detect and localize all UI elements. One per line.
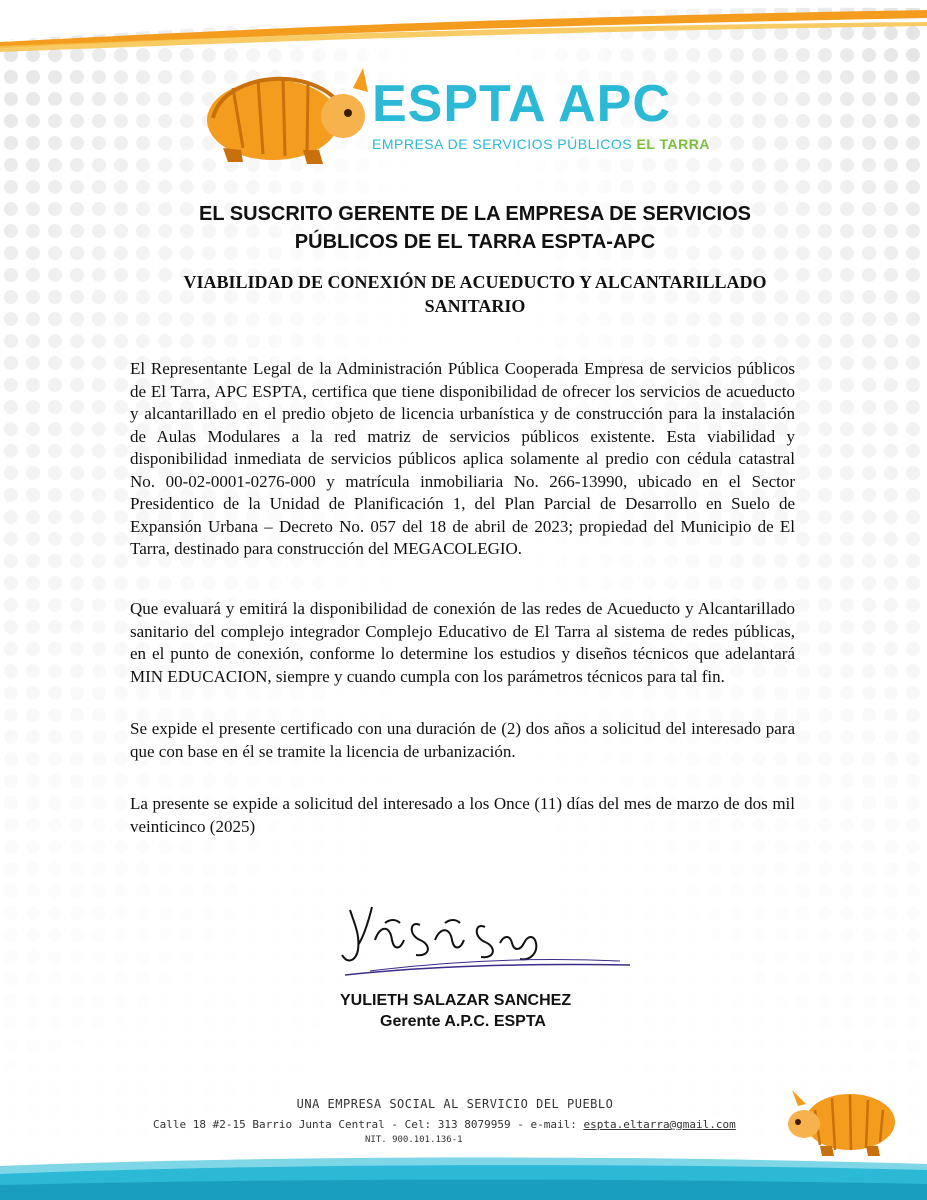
- signer-title: Gerente A.P.C. ESPTA: [380, 1013, 546, 1030]
- document-title: [100, 200, 850, 256]
- body-paragraph-4: La presente se expide a solicitud del interesado a los Once (11) días del mes de marzo de dos mil veinticinco (2025): [130, 794, 795, 836]
- logo-wordmark: ESPTA APC: [372, 75, 671, 133]
- footer-address-text: Calle 18 #2-15 Barrio Junta Central - Cel: 313 8079959 - e-mail:: [153, 1118, 584, 1131]
- top-decorative-wave: [0, 0, 927, 60]
- bottom-decorative-wave: [0, 1130, 927, 1200]
- document-subtitle: [150, 270, 800, 318]
- logo-subtitle-main: EMPRESA DE SERVICIOS PÚBLICOS: [372, 136, 633, 152]
- subtitle-line-2: SANITARIO: [424, 296, 526, 316]
- subtitle-line-1: VIABILIDAD DE CONEXIÓN DE ACUEDUCTO Y ALCANTARILLADO: [183, 272, 767, 292]
- body-paragraph-1: El Representante Legal de la Administración Pública Cooperada Empresa de servicios públicos de El Tarra, APC ESPTA, certifica que tiene disponibilidad de ofrecer los servicios de acueducto y alcantarillado en el predio objeto de licencia urbanística y de construcción para la instalación de Aulas Modulares a la red matriz de servicios públicos existente. Esta viabilidad y disponibilidad inmediata de servicios públicos aplica solamente al predio con cédula catastral No. 00-02-0001-0276-000 y matrícula inmobiliaria No. 266-13990, ubicado en el Sector Presidentico de la Unidad de Planificación 1, del Plan Parcial de Desarrollo en Suelo de Expansión Urbana – Decreto No. 057 del 18 de abril de 2023; propiedad del Municipio de El Tarra, destinado para construcción del MEGACOLEGIO.: [130, 359, 795, 558]
- body-paragraph-2: Que evaluará y emitirá la disponibilidad de conexión de las redes de Acueducto y Alcantarillado sanitario del complejo integrador Complejo Educativo de El Tarra al sistema de redes públicas, en el punto de conexión, conforme lo determine los estudios y diseños técnicos que adelantará MIN EDUCACION, siempre y cuando cumpla con los parámetros técnicos para tal fin.: [130, 599, 795, 686]
- body-paragraph-3: Se expide el presente certificado con una duración de (2) dos años a solicitud del interesado para que con base en él se tramite la licencia de urbanización.: [130, 719, 795, 761]
- footer-email-link[interactable]: espta.eltarra@gmail.com: [583, 1118, 736, 1131]
- footer-nit: NIT. 900.101.136-1: [365, 1135, 463, 1145]
- handwritten-signature: [330, 895, 630, 985]
- signer-name: YULIETH SALAZAR SANCHEZ: [340, 992, 572, 1009]
- title-line-1: EL SUSCRITO GERENTE DE LA EMPRESA DE SERVICIOS: [199, 203, 751, 225]
- armadillo-logo-icon: [207, 68, 368, 164]
- title-line-2: PÚBLICOS DE EL TARRA ESPTA-APC: [294, 231, 656, 253]
- logo-subtitle: [372, 136, 710, 152]
- footer-motto: UNA EMPRESA SOCIAL AL SERVICIO DEL PUEBLO: [296, 1097, 614, 1111]
- logo-subtitle-highlight: EL TARRA: [636, 136, 710, 152]
